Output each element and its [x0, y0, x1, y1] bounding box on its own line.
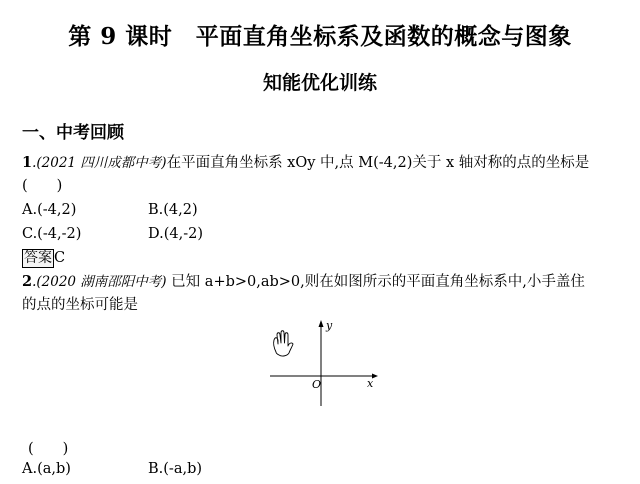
question-1-answer — [22, 247, 65, 268]
question-1-line-1 — [22, 152, 589, 174]
page-subtitle: 知能优化训练 — [262, 72, 377, 94]
page-title: 第 9 课时 平面直角坐标系及函数的概念与图象 — [68, 23, 572, 50]
question-1-option-d: D.(4,-2) — [148, 226, 203, 242]
question-2-option-b: B.(-a,b) — [148, 461, 203, 477]
question-1-stem: 在平面直角坐标系 xOy 中,点 M(-4,2)关于 x 轴对称的点的坐标是 — [166, 155, 590, 171]
y-axis-arrow — [319, 320, 324, 327]
answer-label: 答案 — [24, 250, 52, 266]
question-2-line-2: 的点的坐标可能是 — [22, 297, 138, 313]
question-1-option-c: C.(-4,-2) — [22, 226, 82, 242]
question-1-source: .(2021 四川成都中考) — [32, 155, 167, 171]
question-1-paren: ( ) — [22, 178, 63, 194]
coordinate-figure — [262, 318, 382, 410]
question-2-source: .(2020 湖南邵阳中考) — [32, 274, 167, 290]
question-2-option-a: A.(a,b) — [22, 461, 71, 477]
question-1-option-b: B.(4,2) — [148, 202, 198, 218]
origin-label: O — [312, 378, 322, 391]
question-1-number: 1 — [22, 154, 33, 171]
question-1-option-a: A.(-4,2) — [22, 202, 77, 218]
hand-icon — [274, 331, 293, 356]
question-2-paren: ( ) — [28, 441, 69, 457]
section-heading: 一、中考回顾 — [22, 123, 124, 143]
x-axis-label: x — [367, 377, 374, 390]
question-2-line-1 — [22, 271, 585, 293]
answer-value: C — [54, 250, 66, 266]
y-axis-label: y — [326, 319, 333, 332]
question-2-stem: 已知 a+b>0,ab>0,则在如图所示的平面直角坐标系中,小手盖住 — [166, 274, 585, 290]
question-2-number: 2 — [22, 273, 33, 290]
